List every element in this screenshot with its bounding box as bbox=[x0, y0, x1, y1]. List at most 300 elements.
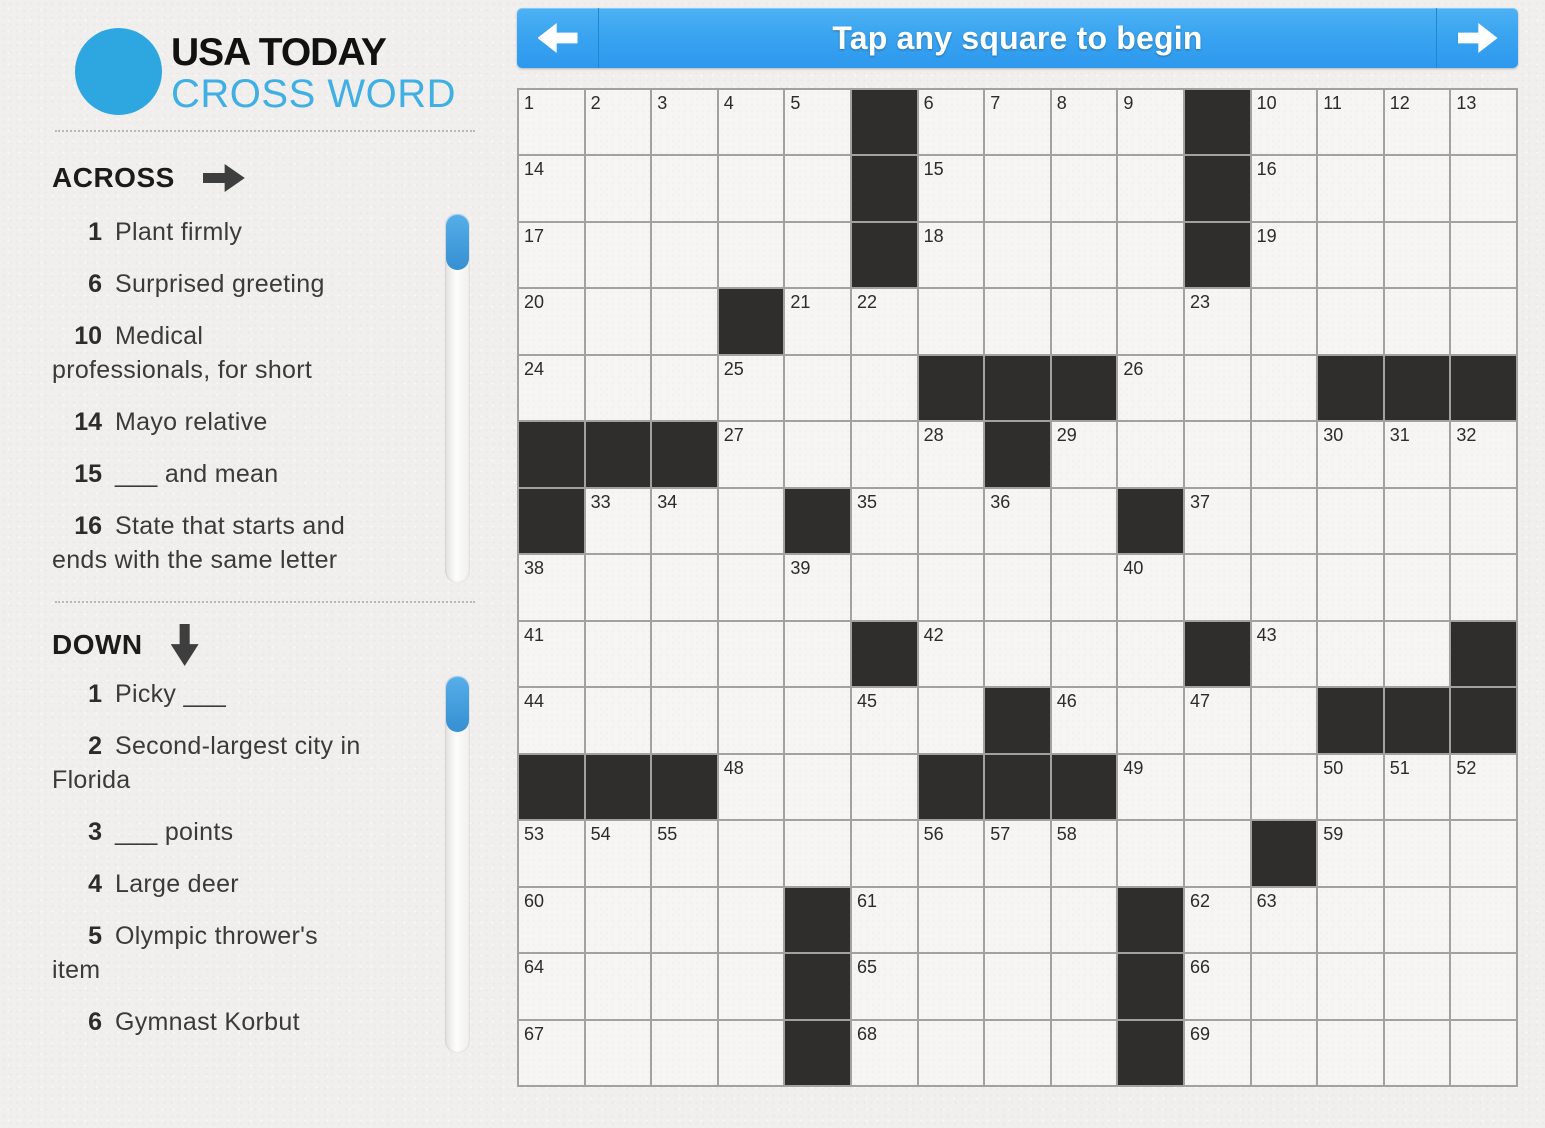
cell-number: 37 bbox=[1189, 491, 1211, 512]
cell-number: 28 bbox=[923, 425, 944, 446]
prev-clue-button[interactable] bbox=[517, 8, 599, 68]
grid-cell[interactable] bbox=[919, 1021, 984, 1085]
black-square bbox=[1318, 356, 1383, 420]
clue-text: Second-largest city in Florida bbox=[52, 732, 361, 794]
grid-cell[interactable] bbox=[586, 489, 651, 553]
cell-number: 5 bbox=[790, 93, 801, 113]
grid-cell[interactable] bbox=[1185, 755, 1250, 819]
cell-number: 21 bbox=[790, 292, 811, 313]
grid-cell[interactable] bbox=[719, 223, 784, 287]
cell-number: 46 bbox=[1056, 691, 1077, 712]
cell-number: 16 bbox=[1256, 159, 1277, 180]
grid-cell[interactable] bbox=[919, 888, 984, 952]
black-square bbox=[1252, 821, 1317, 885]
grid-cell[interactable] bbox=[519, 156, 584, 220]
black-square bbox=[1118, 1021, 1183, 1085]
grid-cell[interactable] bbox=[1451, 555, 1516, 619]
grid-cell[interactable] bbox=[985, 90, 1050, 154]
grid-cell[interactable] bbox=[719, 156, 784, 220]
down-heading bbox=[52, 624, 199, 666]
cell-number: 50 bbox=[1323, 757, 1344, 778]
grid-cell[interactable] bbox=[919, 489, 984, 553]
grid-cell[interactable] bbox=[652, 356, 717, 420]
grid-cell[interactable] bbox=[785, 289, 850, 353]
grid-cell[interactable] bbox=[785, 755, 850, 819]
grid-cell[interactable] bbox=[719, 90, 784, 154]
grid-cell[interactable] bbox=[1318, 289, 1383, 353]
grid-cell[interactable] bbox=[1318, 90, 1383, 154]
grid-cell[interactable] bbox=[519, 622, 584, 686]
grid-cell[interactable] bbox=[1385, 223, 1450, 287]
grid-cell[interactable] bbox=[719, 688, 784, 752]
black-square bbox=[985, 356, 1050, 420]
cell-number: 48 bbox=[723, 757, 744, 778]
cell-number: 7 bbox=[990, 93, 1001, 113]
grid-cell[interactable] bbox=[586, 156, 651, 220]
across-scrollbar[interactable] bbox=[445, 213, 470, 583]
grid-cell[interactable] bbox=[1118, 622, 1183, 686]
grid-cell[interactable] bbox=[1385, 90, 1450, 154]
grid-cell[interactable] bbox=[1385, 954, 1450, 1018]
grid-cell[interactable] bbox=[586, 888, 651, 952]
grid-cell[interactable] bbox=[785, 622, 850, 686]
grid-cell[interactable] bbox=[1385, 1021, 1450, 1085]
grid-cell[interactable] bbox=[1451, 888, 1516, 952]
grid-cell[interactable] bbox=[852, 289, 917, 353]
cell-number: 18 bbox=[923, 225, 944, 246]
black-square bbox=[1052, 755, 1117, 819]
grid-cell[interactable] bbox=[1385, 289, 1450, 353]
grid-cell[interactable] bbox=[1318, 156, 1383, 220]
cell-number: 10 bbox=[1256, 93, 1277, 113]
next-clue-button[interactable] bbox=[1436, 8, 1518, 68]
cell-number: 44 bbox=[524, 691, 545, 712]
grid-cell[interactable] bbox=[519, 289, 584, 353]
cell-number: 29 bbox=[1056, 425, 1077, 446]
clue-text: Mayo relative bbox=[115, 408, 268, 436]
grid-cell[interactable] bbox=[586, 622, 651, 686]
grid-cell[interactable] bbox=[1052, 90, 1117, 154]
cell-number: 42 bbox=[923, 624, 944, 645]
grid-cell[interactable] bbox=[1185, 356, 1250, 420]
down-clue[interactable] bbox=[52, 1005, 362, 1039]
grid-cell[interactable] bbox=[919, 223, 984, 287]
divider bbox=[55, 130, 475, 132]
grid-cell[interactable] bbox=[919, 688, 984, 752]
grid-cell[interactable] bbox=[1185, 954, 1250, 1018]
black-square bbox=[1118, 888, 1183, 952]
clue-number: 16 bbox=[74, 512, 102, 540]
grid-cell[interactable] bbox=[1252, 90, 1317, 154]
grid-cell[interactable] bbox=[919, 821, 984, 885]
across-clue[interactable] bbox=[52, 267, 362, 301]
cell-number: 39 bbox=[790, 558, 811, 579]
black-square bbox=[1451, 356, 1516, 420]
grid-cell[interactable] bbox=[1185, 821, 1250, 885]
grid-cell[interactable] bbox=[652, 888, 717, 952]
clue-number: 10 bbox=[74, 322, 102, 350]
grid-cell[interactable] bbox=[1118, 356, 1183, 420]
grid-cell[interactable] bbox=[919, 90, 984, 154]
cell-number: 6 bbox=[923, 93, 934, 113]
down-clue-list bbox=[52, 677, 362, 1057]
clue-text: Gymnast Korbut bbox=[115, 1008, 300, 1036]
grid-cell[interactable] bbox=[1118, 821, 1183, 885]
app-logo bbox=[171, 33, 456, 114]
grid-cell[interactable] bbox=[852, 954, 917, 1018]
grid-cell[interactable] bbox=[586, 821, 651, 885]
grid-cell[interactable] bbox=[919, 954, 984, 1018]
grid-cell[interactable] bbox=[1118, 755, 1183, 819]
cell-number: 68 bbox=[856, 1023, 878, 1044]
cell-number: 36 bbox=[990, 491, 1011, 512]
grid-cell[interactable] bbox=[1385, 422, 1450, 486]
black-square bbox=[1185, 223, 1250, 287]
grid-cell[interactable] bbox=[1318, 622, 1383, 686]
grid-cell[interactable] bbox=[1118, 90, 1183, 154]
grid-cell[interactable] bbox=[719, 1021, 784, 1085]
grid-cell[interactable] bbox=[919, 422, 984, 486]
grid-cell[interactable] bbox=[785, 156, 850, 220]
black-square bbox=[785, 1021, 850, 1085]
grid-cell[interactable] bbox=[519, 954, 584, 1018]
down-heading-label: DOWN bbox=[52, 629, 143, 660]
cell-number: 69 bbox=[1189, 1023, 1211, 1044]
grid-cell[interactable] bbox=[519, 1021, 584, 1085]
grid-cell[interactable] bbox=[1252, 356, 1317, 420]
logo-usatoday-text: USA TODAY bbox=[171, 31, 386, 74]
clue-number: 5 bbox=[88, 922, 102, 950]
grid-cell[interactable] bbox=[1252, 755, 1317, 819]
grid-cell[interactable] bbox=[1252, 223, 1317, 287]
grid-cell[interactable] bbox=[1385, 888, 1450, 952]
grid-cell[interactable] bbox=[586, 223, 651, 287]
grid-cell[interactable] bbox=[985, 622, 1050, 686]
grid-cell[interactable] bbox=[985, 223, 1050, 287]
cell-number: 35 bbox=[856, 491, 878, 512]
grid-cell[interactable] bbox=[1318, 755, 1383, 819]
grid-cell[interactable] bbox=[586, 688, 651, 752]
clue-number: 1 bbox=[88, 680, 102, 708]
cell-number: 4 bbox=[723, 93, 734, 113]
cell-number: 45 bbox=[856, 691, 878, 712]
grid-cell[interactable] bbox=[719, 821, 784, 885]
black-square bbox=[985, 688, 1050, 752]
grid-cell[interactable] bbox=[1052, 1021, 1117, 1085]
cell-number: 41 bbox=[524, 624, 545, 645]
grid-cell[interactable] bbox=[852, 888, 917, 952]
grid-cell[interactable] bbox=[1052, 888, 1117, 952]
black-square bbox=[852, 223, 917, 287]
grid-cell[interactable] bbox=[1252, 489, 1317, 553]
across-arrow-icon bbox=[203, 164, 245, 192]
across-scrollbar-thumb[interactable] bbox=[446, 214, 469, 270]
cell-number: 19 bbox=[1256, 225, 1277, 246]
grid-cell[interactable] bbox=[985, 289, 1050, 353]
grid-cell[interactable] bbox=[1185, 688, 1250, 752]
clue-text: Medical professionals, for short bbox=[52, 322, 313, 384]
grid-cell[interactable] bbox=[519, 555, 584, 619]
cell-number: 55 bbox=[657, 824, 678, 845]
arrow-right-icon bbox=[1458, 23, 1498, 53]
grid-cell[interactable] bbox=[852, 555, 917, 619]
cell-number: 23 bbox=[1189, 292, 1211, 313]
grid-cell[interactable] bbox=[1118, 422, 1183, 486]
cell-number: 24 bbox=[524, 358, 545, 379]
grid-cell[interactable] bbox=[1252, 888, 1317, 952]
grid-cell[interactable] bbox=[1385, 555, 1450, 619]
grid-cell[interactable] bbox=[1318, 821, 1383, 885]
black-square bbox=[652, 422, 717, 486]
grid-cell[interactable] bbox=[985, 954, 1050, 1018]
grid-cell[interactable] bbox=[1118, 555, 1183, 619]
grid-cell[interactable] bbox=[1385, 622, 1450, 686]
grid-cell[interactable] bbox=[1318, 223, 1383, 287]
black-square bbox=[1185, 622, 1250, 686]
grid-cell[interactable] bbox=[1118, 688, 1183, 752]
down-clue[interactable] bbox=[52, 867, 362, 901]
grid-cell[interactable] bbox=[1385, 821, 1450, 885]
grid-cell[interactable] bbox=[985, 821, 1050, 885]
grid-cell[interactable] bbox=[1252, 954, 1317, 1018]
banner-message: Tap any square to begin bbox=[832, 19, 1203, 56]
grid-cell[interactable] bbox=[586, 356, 651, 420]
grid-cell[interactable] bbox=[719, 888, 784, 952]
cell-number: 33 bbox=[590, 491, 611, 512]
grid-cell[interactable] bbox=[1252, 622, 1317, 686]
cell-number: 14 bbox=[524, 159, 545, 180]
grid-cell[interactable] bbox=[1451, 289, 1516, 353]
grid-cell[interactable] bbox=[519, 90, 584, 154]
grid-cell[interactable] bbox=[1451, 755, 1516, 819]
grid-cell[interactable] bbox=[1318, 422, 1383, 486]
grid-cell[interactable] bbox=[586, 289, 651, 353]
puzzle-banner-bar bbox=[517, 8, 1518, 68]
grid-cell[interactable] bbox=[652, 688, 717, 752]
grid-cell[interactable] bbox=[652, 489, 717, 553]
grid-cell[interactable] bbox=[1185, 289, 1250, 353]
clue-number: 6 bbox=[88, 1008, 102, 1036]
grid-cell[interactable] bbox=[719, 755, 784, 819]
grid-cell[interactable] bbox=[1118, 156, 1183, 220]
down-clue[interactable] bbox=[52, 677, 362, 711]
black-square bbox=[1385, 356, 1450, 420]
grid-cell[interactable] bbox=[1385, 755, 1450, 819]
black-square bbox=[852, 156, 917, 220]
grid-cell[interactable] bbox=[1252, 1021, 1317, 1085]
grid-cell[interactable] bbox=[1252, 289, 1317, 353]
grid-cell[interactable] bbox=[985, 888, 1050, 952]
grid-cell[interactable] bbox=[785, 555, 850, 619]
grid-cell[interactable] bbox=[586, 90, 651, 154]
grid-cell[interactable] bbox=[919, 622, 984, 686]
grid-cell[interactable] bbox=[719, 954, 784, 1018]
black-square bbox=[785, 954, 850, 1018]
cell-number: 11 bbox=[1323, 93, 1342, 113]
black-square bbox=[519, 422, 584, 486]
grid-cell[interactable] bbox=[852, 755, 917, 819]
down-scrollbar-thumb[interactable] bbox=[446, 676, 469, 732]
grid-cell[interactable] bbox=[719, 356, 784, 420]
grid-cell[interactable] bbox=[1052, 223, 1117, 287]
grid-cell[interactable] bbox=[1451, 489, 1516, 553]
grid-cell[interactable] bbox=[519, 223, 584, 287]
grid-cell[interactable] bbox=[852, 489, 917, 553]
grid-cell[interactable] bbox=[1252, 156, 1317, 220]
grid-cell[interactable] bbox=[1185, 1021, 1250, 1085]
across-clue[interactable] bbox=[52, 405, 362, 439]
black-square bbox=[1385, 688, 1450, 752]
grid-cell[interactable] bbox=[785, 422, 850, 486]
grid-cell[interactable] bbox=[852, 821, 917, 885]
grid-cell[interactable] bbox=[1451, 156, 1516, 220]
grid-cell[interactable] bbox=[1252, 422, 1317, 486]
grid-cell[interactable] bbox=[785, 821, 850, 885]
across-clue[interactable] bbox=[52, 509, 362, 577]
grid-cell[interactable] bbox=[519, 688, 584, 752]
clue-number: 3 bbox=[88, 818, 102, 846]
grid-cell[interactable] bbox=[1052, 821, 1117, 885]
sidebar bbox=[0, 0, 517, 1128]
across-clue[interactable] bbox=[52, 457, 362, 491]
grid-cell[interactable] bbox=[1052, 422, 1117, 486]
grid-cell[interactable] bbox=[1185, 888, 1250, 952]
grid-cell[interactable] bbox=[1052, 156, 1117, 220]
grid-cell[interactable] bbox=[1052, 622, 1117, 686]
grid-cell[interactable] bbox=[852, 688, 917, 752]
grid-cell[interactable] bbox=[785, 356, 850, 420]
cell-number: 60 bbox=[524, 890, 545, 911]
across-clue[interactable] bbox=[52, 215, 362, 249]
grid-cell[interactable] bbox=[1385, 156, 1450, 220]
grid-cell[interactable] bbox=[852, 1021, 917, 1085]
grid-cell[interactable] bbox=[1118, 223, 1183, 287]
grid-cell[interactable] bbox=[1185, 555, 1250, 619]
grid-cell[interactable] bbox=[1385, 489, 1450, 553]
grid-cell[interactable] bbox=[652, 1021, 717, 1085]
grid-cell[interactable] bbox=[1052, 489, 1117, 553]
black-square bbox=[852, 622, 917, 686]
cell-number: 67 bbox=[524, 1023, 545, 1044]
cell-number: 2 bbox=[590, 93, 601, 113]
grid-cell[interactable] bbox=[1451, 422, 1516, 486]
grid-cell[interactable] bbox=[919, 555, 984, 619]
grid-cell[interactable] bbox=[586, 1021, 651, 1085]
grid-cell[interactable] bbox=[919, 156, 984, 220]
grid-cell[interactable] bbox=[1318, 954, 1383, 1018]
grid-cell[interactable] bbox=[1252, 688, 1317, 752]
grid-cell[interactable] bbox=[785, 90, 850, 154]
black-square bbox=[919, 356, 984, 420]
cell-number: 40 bbox=[1123, 558, 1144, 579]
grid-cell[interactable] bbox=[652, 289, 717, 353]
grid-cell[interactable] bbox=[785, 223, 850, 287]
grid-cell[interactable] bbox=[985, 555, 1050, 619]
grid-cell[interactable] bbox=[1185, 489, 1250, 553]
grid-cell[interactable] bbox=[1451, 223, 1516, 287]
grid-cell[interactable] bbox=[586, 954, 651, 1018]
cell-number: 26 bbox=[1123, 358, 1144, 379]
grid-cell[interactable] bbox=[652, 821, 717, 885]
grid-cell[interactable] bbox=[919, 289, 984, 353]
clue-text: ___ points bbox=[115, 818, 234, 846]
grid-cell[interactable] bbox=[719, 622, 784, 686]
down-clue[interactable] bbox=[52, 729, 362, 797]
grid-cell[interactable] bbox=[719, 489, 784, 553]
grid-cell[interactable] bbox=[652, 555, 717, 619]
down-clue[interactable] bbox=[52, 919, 362, 987]
grid-cell[interactable] bbox=[985, 156, 1050, 220]
cell-number: 25 bbox=[723, 358, 744, 379]
grid-cell[interactable] bbox=[785, 688, 850, 752]
cell-number: 20 bbox=[524, 292, 545, 313]
grid-cell[interactable] bbox=[1052, 688, 1117, 752]
grid-cell[interactable] bbox=[652, 90, 717, 154]
grid-cell[interactable] bbox=[1451, 90, 1516, 154]
grid-cell[interactable] bbox=[1451, 821, 1516, 885]
arrow-left-icon bbox=[538, 23, 578, 53]
clue-text: Olympic thrower's item bbox=[52, 922, 318, 984]
grid-cell[interactable] bbox=[1318, 1021, 1383, 1085]
clue-number: 2 bbox=[88, 732, 102, 760]
grid-cell[interactable] bbox=[1185, 422, 1250, 486]
cell-number: 53 bbox=[524, 824, 545, 845]
black-square bbox=[519, 755, 584, 819]
grid-cell[interactable] bbox=[719, 555, 784, 619]
grid-cell[interactable] bbox=[1118, 289, 1183, 353]
grid-cell[interactable] bbox=[985, 489, 1050, 553]
cell-number: 12 bbox=[1389, 93, 1410, 113]
grid-cell[interactable] bbox=[1318, 489, 1383, 553]
crossword-grid bbox=[517, 88, 1518, 1087]
grid-cell[interactable] bbox=[852, 356, 917, 420]
clue-number: 1 bbox=[88, 218, 102, 246]
clue-number: 6 bbox=[88, 270, 102, 298]
grid-cell[interactable] bbox=[985, 1021, 1050, 1085]
cell-number: 13 bbox=[1456, 93, 1477, 113]
down-clue[interactable] bbox=[52, 815, 362, 849]
grid-cell[interactable] bbox=[519, 821, 584, 885]
grid-cell[interactable] bbox=[1052, 555, 1117, 619]
grid-cell[interactable] bbox=[652, 223, 717, 287]
grid-cell[interactable] bbox=[1451, 954, 1516, 1018]
grid-cell[interactable] bbox=[519, 888, 584, 952]
across-heading bbox=[52, 162, 245, 194]
black-square bbox=[785, 888, 850, 952]
grid-cell[interactable] bbox=[1318, 888, 1383, 952]
grid-cell[interactable] bbox=[652, 954, 717, 1018]
grid-cell[interactable] bbox=[652, 622, 717, 686]
grid-cell[interactable] bbox=[519, 356, 584, 420]
across-clue[interactable] bbox=[52, 319, 362, 387]
grid-cell[interactable] bbox=[1252, 555, 1317, 619]
grid-cell[interactable] bbox=[1318, 555, 1383, 619]
grid-cell[interactable] bbox=[1052, 289, 1117, 353]
grid-cell[interactable] bbox=[852, 422, 917, 486]
grid-cell[interactable] bbox=[1451, 1021, 1516, 1085]
cell-number: 59 bbox=[1323, 824, 1344, 845]
cell-number: 1 bbox=[524, 93, 535, 113]
cell-number: 22 bbox=[856, 292, 878, 313]
down-scrollbar[interactable] bbox=[445, 675, 470, 1053]
grid-cell[interactable] bbox=[719, 422, 784, 486]
cell-number: 32 bbox=[1456, 425, 1477, 446]
black-square bbox=[719, 289, 784, 353]
grid-cell[interactable] bbox=[1052, 954, 1117, 1018]
clue-text: Plant firmly bbox=[115, 218, 243, 246]
grid-cell[interactable] bbox=[586, 555, 651, 619]
grid-cell[interactable] bbox=[652, 156, 717, 220]
